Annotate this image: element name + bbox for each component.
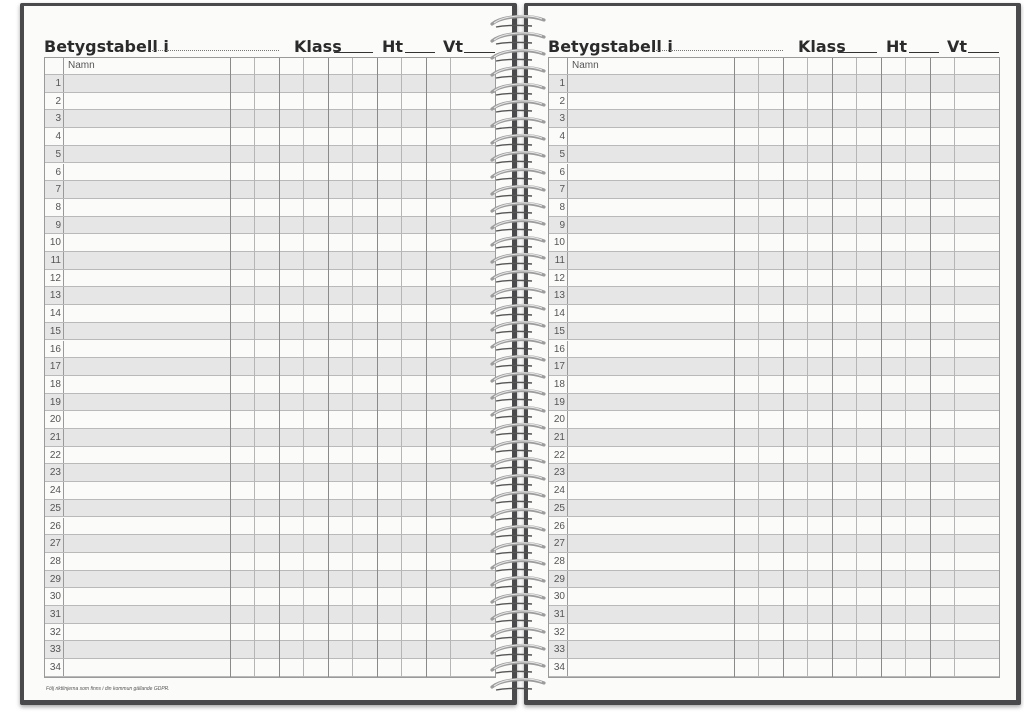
left-page: [24, 6, 512, 700]
left-name-header: Namn: [68, 60, 95, 71]
spiral-coil: [492, 407, 544, 418]
row-number: 4: [45, 128, 64, 145]
row-number: 9: [45, 217, 64, 234]
table-row: [45, 518, 495, 536]
spiral-coil: [492, 475, 544, 486]
row-number: 30: [45, 588, 64, 605]
spiral-coil: [492, 271, 544, 282]
table-row: [45, 110, 495, 128]
table-row: [549, 252, 999, 270]
spiral-coil: [492, 288, 544, 299]
row-number: 25: [549, 500, 568, 517]
table-row: [45, 376, 495, 394]
row-number: 8: [549, 199, 568, 216]
table-row: [549, 535, 999, 553]
left-column-divider: [254, 58, 255, 677]
right-column-divider: [832, 58, 833, 677]
left-column-divider: [450, 58, 451, 677]
spiral-coil: [492, 679, 544, 690]
left-klass-line: [334, 52, 373, 53]
row-number: 24: [549, 482, 568, 499]
spiral-coil: [492, 611, 544, 622]
table-row: [549, 358, 999, 376]
table-row: [549, 146, 999, 164]
row-number: 26: [549, 518, 568, 535]
row-number: 14: [549, 305, 568, 322]
row-number: 12: [45, 270, 64, 287]
table-row: [549, 411, 999, 429]
spiral-coil: [492, 67, 544, 78]
spiral-coil: [492, 84, 544, 95]
left-header-num-cell: [45, 58, 64, 74]
table-row: [549, 110, 999, 128]
right-klass-label: Klass: [798, 37, 846, 56]
right-column-divider: [758, 58, 759, 677]
right-page-header: [548, 32, 996, 60]
row-number: 15: [549, 323, 568, 340]
row-number: 23: [549, 464, 568, 481]
spiral-coil: [492, 509, 544, 520]
spiral-coil: [492, 543, 544, 554]
table-row: [45, 500, 495, 518]
row-number: 6: [549, 164, 568, 181]
spiral-coil: [492, 118, 544, 129]
table-row: [549, 518, 999, 536]
spiral-coil: [492, 577, 544, 588]
table-row: [45, 447, 495, 465]
table-row: [45, 588, 495, 606]
row-number: 29: [45, 571, 64, 588]
left-ht-label: Ht: [382, 37, 404, 56]
table-row: [45, 323, 495, 341]
spiral-coil: [492, 152, 544, 163]
right-name-header: Namn: [572, 60, 599, 71]
row-number: 3: [45, 110, 64, 127]
table-row: [45, 270, 495, 288]
right-ht-line: [909, 52, 939, 53]
table-row: [45, 93, 495, 111]
row-number: 7: [45, 181, 64, 198]
row-number: 34: [549, 659, 568, 676]
row-number: 10: [45, 234, 64, 251]
row-number: 23: [45, 464, 64, 481]
spiral-coil: [492, 50, 544, 61]
row-number: 8: [45, 199, 64, 216]
table-row: [549, 482, 999, 500]
row-number: 18: [549, 376, 568, 393]
table-row: [45, 624, 495, 642]
row-number: 25: [45, 500, 64, 517]
table-row: [549, 217, 999, 235]
table-row: [45, 535, 495, 553]
row-number: 2: [549, 93, 568, 110]
table-row: [549, 93, 999, 111]
row-number: 6: [45, 164, 64, 181]
spiral-coil: [492, 322, 544, 333]
table-row: [45, 553, 495, 571]
table-row: [549, 199, 999, 217]
right-grade-table: [548, 57, 1000, 678]
table-row: [45, 464, 495, 482]
table-row: [45, 358, 495, 376]
right-column-divider: [905, 58, 906, 677]
row-number: 27: [549, 535, 568, 552]
spiral-coil: [492, 458, 544, 469]
table-row: [549, 588, 999, 606]
left-page-header: [44, 32, 492, 60]
left-column-divider: [303, 58, 304, 677]
spiral-coil: [492, 424, 544, 435]
left-title: Betygstabell i: [44, 37, 169, 56]
left-vt-label: Vt: [443, 37, 464, 56]
table-row: [549, 234, 999, 252]
table-row: [549, 641, 999, 659]
left-column-divider: [426, 58, 427, 677]
spiral-coil: [492, 254, 544, 265]
table-row: [549, 287, 999, 305]
row-number: 11: [45, 252, 64, 269]
row-number: 15: [45, 323, 64, 340]
row-number: 11: [549, 252, 568, 269]
right-column-divider: [807, 58, 808, 677]
right-column-divider: [856, 58, 857, 677]
spiral-coil: [492, 662, 544, 673]
row-number: 17: [549, 358, 568, 375]
table-row: [45, 234, 495, 252]
spiral-coil: [492, 101, 544, 112]
spiral-coil: [492, 135, 544, 146]
row-number: 9: [549, 217, 568, 234]
row-number: 19: [45, 394, 64, 411]
spiral-coil: [492, 16, 544, 27]
spiral-coil: [492, 390, 544, 401]
row-number: 17: [45, 358, 64, 375]
row-number: 29: [549, 571, 568, 588]
table-row: [549, 181, 999, 199]
table-row: [45, 641, 495, 659]
row-number: 13: [549, 287, 568, 304]
left-column-divider: [328, 58, 329, 677]
table-row: [45, 606, 495, 624]
row-number: 31: [45, 606, 64, 623]
table-row: [549, 128, 999, 146]
row-number: 7: [549, 181, 568, 198]
spiral-coil: [492, 186, 544, 197]
table-row: [45, 482, 495, 500]
row-number: 32: [45, 624, 64, 641]
left-ht-line: [405, 52, 435, 53]
table-row: [549, 270, 999, 288]
row-number: 30: [549, 588, 568, 605]
table-row: [549, 447, 999, 465]
row-number: 13: [45, 287, 64, 304]
row-number: 26: [45, 518, 64, 535]
row-number: 4: [549, 128, 568, 145]
table-row: [45, 164, 495, 182]
table-row: [549, 500, 999, 518]
spiral-coil: [492, 339, 544, 350]
table-row: [45, 199, 495, 217]
table-row: [549, 305, 999, 323]
right-vt-label: Vt: [947, 37, 968, 56]
spiral-coil: [492, 305, 544, 316]
row-number: 28: [549, 553, 568, 570]
left-subject-dotted-line: [150, 50, 279, 51]
left-column-divider: [352, 58, 353, 677]
table-row: [45, 429, 495, 447]
row-number: 22: [549, 447, 568, 464]
row-number: 2: [45, 93, 64, 110]
row-number: 33: [549, 641, 568, 658]
table-row: [45, 411, 495, 429]
left-column-divider: [401, 58, 402, 677]
row-number: 14: [45, 305, 64, 322]
row-number: 1: [549, 75, 568, 92]
row-number: 1: [45, 75, 64, 92]
table-row: [45, 181, 495, 199]
right-vt-line: [968, 52, 999, 53]
table-row: [549, 659, 999, 677]
row-number: 18: [45, 376, 64, 393]
table-row: [45, 146, 495, 164]
spiral-binding: [488, 10, 548, 700]
table-row: [45, 75, 495, 93]
spiral-coil: [492, 356, 544, 367]
spiral-coil: [492, 492, 544, 503]
spiral-coil: [492, 526, 544, 537]
row-number: 16: [549, 341, 568, 358]
table-row: [45, 252, 495, 270]
row-number: 33: [45, 641, 64, 658]
spiral-coil: [492, 628, 544, 639]
row-number: 27: [45, 535, 64, 552]
right-title: Betygstabell i: [548, 37, 673, 56]
right-subject-dotted-line: [654, 50, 783, 51]
right-column-divider: [930, 58, 931, 677]
spiral-coil: [492, 373, 544, 384]
row-number: 20: [45, 411, 64, 428]
row-number: 22: [45, 447, 64, 464]
right-page: [528, 6, 1016, 700]
table-row: [549, 323, 999, 341]
spiral-coil: [492, 645, 544, 656]
spiral-coil: [492, 237, 544, 248]
row-number: 16: [45, 341, 64, 358]
row-number: 28: [45, 553, 64, 570]
table-row: [45, 128, 495, 146]
row-number: 20: [549, 411, 568, 428]
right-column-divider: [783, 58, 784, 677]
row-number: 32: [549, 624, 568, 641]
table-row: [549, 571, 999, 589]
table-row: [549, 624, 999, 642]
right-header-row: [549, 58, 999, 75]
table-row: [549, 429, 999, 447]
table-row: [45, 217, 495, 235]
left-column-divider: [279, 58, 280, 677]
row-number: 5: [549, 146, 568, 163]
table-row: [45, 571, 495, 589]
table-row: [45, 287, 495, 305]
table-row: [549, 341, 999, 359]
right-klass-line: [838, 52, 877, 53]
table-row: [549, 164, 999, 182]
spiral-coil: [492, 169, 544, 180]
left-column-divider: [230, 58, 231, 677]
row-number: 19: [549, 394, 568, 411]
row-number: 3: [549, 110, 568, 127]
row-number: 31: [549, 606, 568, 623]
left-grade-table: [44, 57, 496, 678]
left-klass-label: Klass: [294, 37, 342, 56]
table-row: [45, 305, 495, 323]
spiral-coil: [492, 33, 544, 44]
table-row: [549, 394, 999, 412]
table-row: [549, 75, 999, 93]
right-header-num-cell: [549, 58, 568, 74]
spiral-coil: [492, 203, 544, 214]
row-number: 12: [549, 270, 568, 287]
spiral-coil: [492, 441, 544, 452]
right-column-divider: [734, 58, 735, 677]
right-ht-label: Ht: [886, 37, 908, 56]
row-number: 10: [549, 234, 568, 251]
left-header-row: [45, 58, 495, 75]
row-number: 21: [549, 429, 568, 446]
table-row: [549, 606, 999, 624]
table-row: [45, 341, 495, 359]
table-row: [549, 553, 999, 571]
right-column-divider: [954, 58, 955, 677]
left-column-divider: [377, 58, 378, 677]
row-number: 21: [45, 429, 64, 446]
row-number: 24: [45, 482, 64, 499]
spiral-coil: [492, 560, 544, 571]
table-row: [45, 659, 495, 677]
spiral-coil: [492, 594, 544, 605]
spiral-coil: [492, 220, 544, 231]
row-number: 34: [45, 659, 64, 676]
table-row: [45, 394, 495, 412]
table-row: [549, 464, 999, 482]
left-footnote: Följ riktlinjerna som finns i din kommun gällande GDPR.: [46, 686, 170, 692]
right-column-divider: [881, 58, 882, 677]
row-number: 5: [45, 146, 64, 163]
table-row: [549, 376, 999, 394]
